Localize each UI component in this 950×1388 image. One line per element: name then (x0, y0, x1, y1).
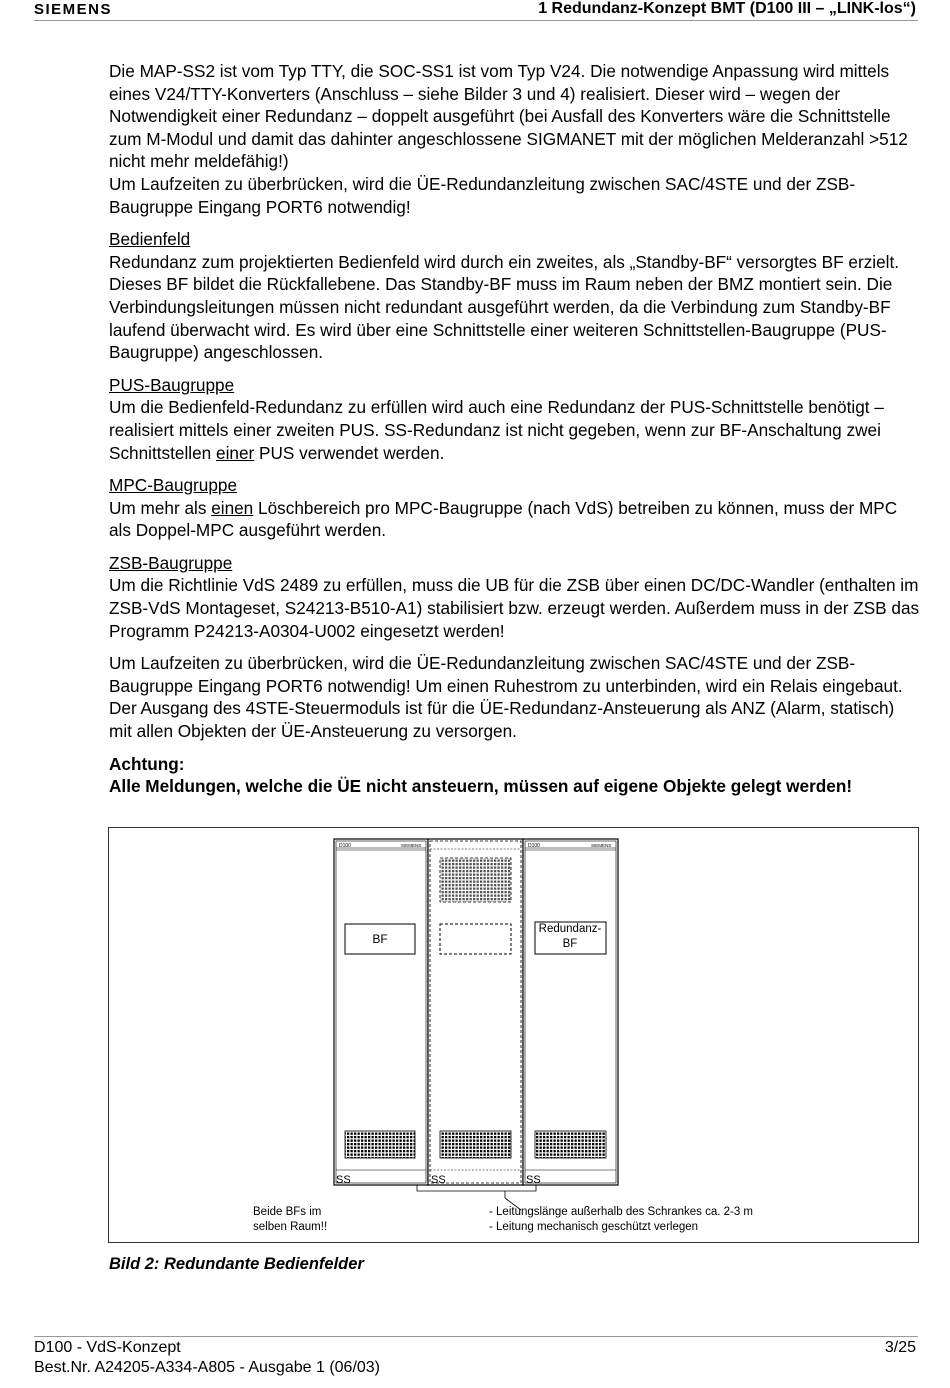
footer-document-title: D100 - VdS-Konzept (34, 1339, 181, 1356)
mpc-text-a: Um mehr als (109, 497, 212, 518)
bf-left-label: BF (372, 932, 388, 946)
intro-paragraph-2: Um Laufzeiten zu überbrücken, wird die ÜE-Redundanzleitung zwischen SAC/4STE und der ZSB-Baugruppe Eingang PORT6 notwendig! (109, 173, 856, 217)
achtung-title: Achtung: (109, 753, 185, 774)
achtung-text: Alle Meldungen, welche die ÜE nicht ansteuern, müssen auf eigene Objekte gelegt werden! (109, 776, 853, 797)
bf-right-label-line1: Redundanz- (538, 923, 602, 935)
mpc-paragraph (109, 497, 921, 542)
ss-label-middle: SS (431, 1174, 446, 1186)
figure-frame (108, 827, 919, 1243)
figure-caption: Bild 2: Redundante Bedienfelder (109, 1255, 364, 1273)
pus-text-b: PUS verwendet werden. (254, 442, 445, 463)
cabinet-diagram (109, 828, 918, 1242)
pus-text-underlined: einer (216, 442, 255, 463)
footer-page-number: 3/25 (884, 1339, 916, 1356)
footer-rule (34, 1336, 918, 1337)
siemens-logo: SIEMENS (34, 1, 113, 18)
note-left-line2: selben Raum!! (253, 1221, 328, 1233)
note-right-line2: - Leitung mechanisch geschützt verlegen (489, 1221, 699, 1233)
note-left-line1: Beide BFs im (253, 1206, 322, 1218)
cabinet-left-header-left: D100 (339, 843, 351, 849)
cabinet-middle (428, 839, 523, 1186)
cabinet-right (523, 839, 618, 1186)
document-body (109, 60, 921, 798)
bf-right-label-line2: BF (562, 938, 578, 950)
mpc-text-underlined: einen (211, 497, 254, 518)
laufzeiten-paragraph: Um Laufzeiten zu überbrücken, wird die ÜE-Redundanzleitung zwischen SAC/4STE und der ZSB-Baugruppe Eingang PORT6 notwendig! Um einen Ruhestrom zu unterbinden, wird ein Relais eingebaut. Der Ausgang des 4STE-Steuermoduls ist für die ÜE-Redundanz-Ansteuerung als ANZ (Alarm, statisch) mit allen Objekten der ÜE-Ansteuerung zu versorgen. (109, 653, 903, 742)
footer-order-number: Best.Nr. A24205-A334-A805 - Ausgabe 1 (06/03) (34, 1359, 381, 1376)
section-heading-pus: PUS-Baugruppe (109, 374, 235, 395)
cabinet-left-header-right: SIEMENS (401, 843, 422, 848)
note-right-line1: - Leitungslänge außerhalb des Schrankes ca. 2-3 m (489, 1206, 754, 1218)
zsb-paragraph: Um die Richtlinie VdS 2489 zu erfüllen, muss die UB für die ZSB über einen DC/DC-Wandler (enthalten im ZSB-VdS Montageset, S24213-B510-A1) stabilisiert bzw. erzeugt werden. Außerdem muss in der ZSB das Programm P24213-A0304-U002 eingesetzt werden! (109, 575, 920, 641)
section-heading-zsb: ZSB-Baugruppe (109, 552, 233, 573)
intro-paragraph: Die MAP-SS2 ist vom Typ TTY, die SOC-SS1 ist vom Typ V24. Die notwendige Anpassung wird mittels eines V24/TTY-Konverters (Anschluss – siehe Bilder 3 und 4) realisiert. Dieser wird – wegen der Notwendigkeit einer Redundanz – doppelt ausgeführt (bei Ausfall des Konverters wäre die Schnittstelle zum M-Modul und damit das dahinter angeschlossene SIGMANET mit der möglichen Melderanzahl >512 nicht mehr meldefähig!) (109, 61, 908, 172)
cabinet-right-header-left: D100 (528, 843, 540, 849)
mpc-text-b: Löschbereich pro MPC-Baugruppe (nach VdS) betreiben zu können, muss der MPC als Doppel-MPC ausgeführt werden. (109, 497, 898, 541)
cabinet-right-header-right: SIEMENS (591, 843, 612, 848)
page-header-title: 1 Redundanz-Konzept BMT (D100 III – „LINK-los“) (538, 0, 916, 17)
cabinet-left (334, 839, 428, 1186)
section-heading-bedienfeld: Bedienfeld (109, 229, 191, 250)
ss-label-left: SS (336, 1174, 351, 1186)
bedienfeld-paragraph: Redundanz zum projektierten Bedienfeld wird durch ein zweites, als „Standby-BF“ versorgtes BF erzielt. Dieses BF bildet die Rückfallebene. Das Standby-BF muss im Raum neben der BMZ montiert sein. Die Verbindungsleitungen müssen nicht redundant ausgeführt werden, da die Verbindung zum Standby-BF laufend überwacht wird. Es wird über eine Schnittstelle einer weiteren Schnittstellen-Baugruppe (PUS-Baugruppe) angeschlossen. (109, 251, 900, 363)
pus-paragraph (109, 396, 921, 464)
header-rule (34, 20, 918, 21)
ss-label-right: SS (526, 1174, 541, 1186)
section-heading-mpc: MPC-Baugruppe (109, 475, 238, 496)
pus-text-a: Um die Bedienfeld-Redundanz zu erfüllen wird auch eine Redundanz der PUS-Schnittstelle benötigt – realisiert mittels einer zweiten PUS. SS-Redundanz ist nicht gegeben, wenn zur BF-Anschaltung zwei Schnittstellen (109, 397, 884, 463)
